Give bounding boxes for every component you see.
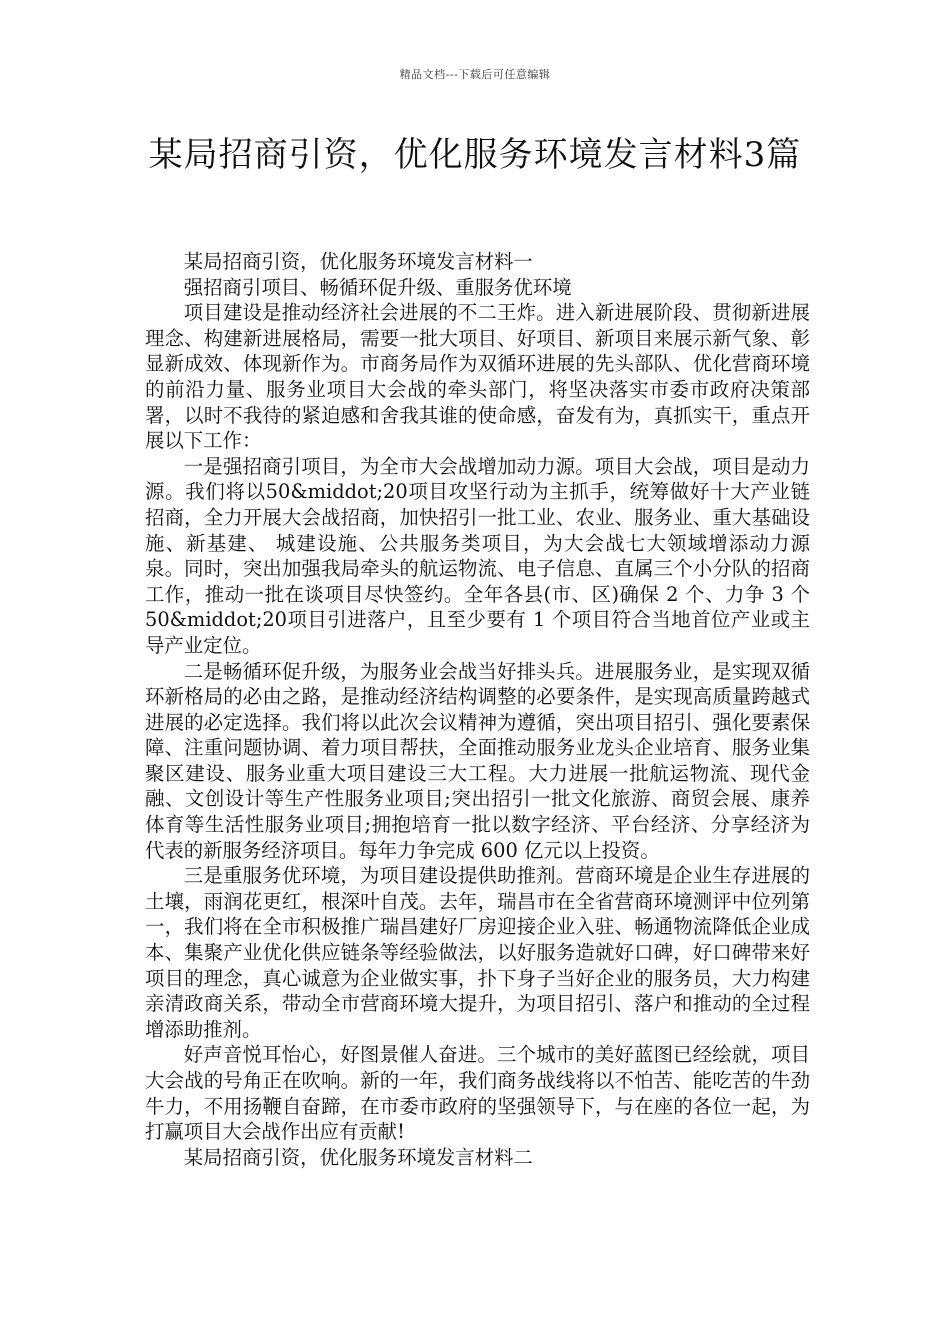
document-title: 某局招商引资，优化服务环境发言材料3篇 xyxy=(148,135,802,175)
body-paragraph: 项目建设是推动经济社会进展的不二王炸。进入新进展阶段、贯彻新进展理念、构建新进展格局，需要一批大项目、好项目、新项目来展示新气象、彰显新成效、体现新作为。市商务局作为双循环进展的先头部队、优化营商环境的前沿力量、服务业项目大会战的牵头部门，将坚决落实市委市政府决策部署，以时不我待的紧迫感和舍我其谁的使命感，奋发有为，真抓实干，重点开展以下工作： xyxy=(145,301,810,453)
subheading: 强招商引项目、畅循环促升级、重服务优环境 xyxy=(183,275,572,299)
body-paragraph: 好声音悦耳怡心，好图景催人奋进。三个城市的美好蓝图已经绘就，项目大会战的号角正在吹响。新的一年，我们商务战线将以不怕苦、能吃苦的牛劲牛力，不用扬鞭自奋蹄，在市委市政府的坚强领导下，与在座的各位一起，为打赢项目大会战作出应有贡献! xyxy=(145,1043,810,1144)
body-paragraph: 二是畅循环促升级，为服务业会战当好排头兵。进展服务业，是实现双循环新格局的必由之路，是推动经济结构调整的必要条件，是实现高质量跨越式进展的必定选择。我们将以此次会议精神为遵循，突出项目招引、强化要素保障、注重问题协调、着力项目帮扶，全面推动服务业龙头企业培育、服务业集聚区建设、服务业重大项目建设三大工程。大力进展一批航运物流、现代金融、文创设计等生产性服务业项目;突出招引一批文化旅游、商贸会展、康养体育等生活性服务业项目;拥抱培育一批以数字经济、平台经济、分享经济为代表的新服务经济项目。每年力争完成 600 亿元以上投资。 xyxy=(145,659,810,862)
section-heading: 某局招商引资，优化服务环境发言材料一 xyxy=(183,250,533,273)
header-note: 精品文档---下载后可任意编辑 xyxy=(399,68,551,81)
body-paragraph: 三是重服务优环境，为项目建设提供助推剂。营商环境是企业生存进展的土壤，雨润花更红，根深叶自茂。去年，瑞昌市在全省营商环境测评中位列第一，我们将在全市积极推广瑞昌建好厂房迎接企业入驻、畅通物流降低企业成本、集聚产业优化供应链条等经验做法，以好服务造就好口碑，好口碑带来好项目的理念，真心诚意为企业做实事，扑下身子当好企业的服务员，大力构建亲清政商关系，带动全市营商环境大提升，为项目招引、落户和推动的全过程增添助推剂。 xyxy=(145,864,810,1041)
section-heading: 某局招商引资，优化服务环境发言材料二 xyxy=(183,1145,533,1169)
document-body xyxy=(145,249,810,1170)
body-paragraph: 一是强招商引项目，为全市大会战增加动力源。项目大会战，项目是动力源。我们将以50&middot;20项目攻坚行动为主抓手，统筹做好十大产业链招商，全力开展大会战招商，加快招引一批工业、农业、服务业、重大基础设施、新基建、 城建设施、公共服务类项目，为大会战七大领域增添动力源泉。同时，突出加强我局牵头的航运物流、电子信息、直属三个小分队的招商工作，推动一批在谈项目尽快签约。全年各县(市、区)确保 2 个、力争 3 个50&middot;20项目引进落户，且至少要有 1 个项目符合当地首位产业或主导产业定位。 xyxy=(145,454,810,657)
